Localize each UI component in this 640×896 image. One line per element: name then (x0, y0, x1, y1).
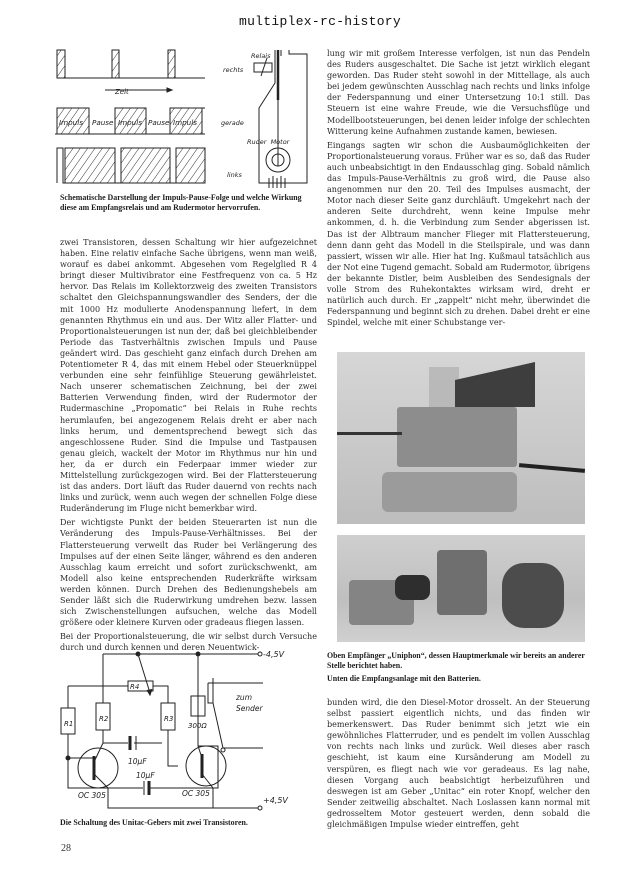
svg-text:Relais: Relais (251, 52, 271, 60)
svg-text:R4: R4 (130, 683, 140, 691)
svg-text:OC 305: OC 305 (182, 789, 210, 798)
paragraph: Eingangs sagten wir schon die Ausbaumöglichkeiten der Proportionalsteuerung voraus. Früher war es so, daß das Ruder auch unbeabsichtigt in den Endausschlag ging. Sobald nämlich das Impuls-Pause-Verhältnis zu groß wird, die Pause also angenommen nur den 20. Teil des Impulses ausmacht, der Motor nach dieser Seite ganz durchläuft. Umgekehrt nach der anderen Seite durchdreht, wenn keine Impulse mehr ankommen, d. h. die Verbindung zum Sender abgerissen ist. Das ist der Albtraum mancher Flieger mit Flattersteuerung, denn dann geht das Modell in die Steilspirale, und was dann passiert, wissen wir alle. Hier hat Ing. Kußmaul tatsächlich aus der Not eine Tugend gemacht. Sobald am Rudermotor, übrigens der bekannte Distler, beim Ausbleiben des Sendesignals der volle Strom des Ruhekontaktes wirksam wird, dreht er natürlich auch durch. Er „zappelt“ nicht mehr, überwindet die Federspannung und beginnt sich zu drehen. Dabei dreht er eine Spindel, welche mit einer Schubstange ver- (327, 140, 590, 328)
svg-text:10µF: 10µF (136, 771, 155, 780)
svg-text:R2: R2 (99, 715, 109, 723)
svg-text:Impuls: Impuls (59, 118, 83, 127)
figure-caption-circuit: Die Schaltung des Unitac-Gebers mit zwei Transistoren. (60, 818, 248, 827)
right-text-column-bottom (327, 697, 590, 833)
svg-text:10µF: 10µF (128, 757, 147, 766)
svg-text:gerade: gerade (221, 119, 244, 127)
svg-text:300Ω: 300Ω (188, 722, 207, 730)
svg-text:rechts: rechts (223, 66, 244, 74)
svg-text:Impuls: Impuls (118, 118, 142, 127)
right-text-column-top (327, 48, 590, 331)
photo-receiver-with-batteries (337, 535, 585, 642)
svg-text:zum: zum (236, 693, 252, 702)
left-text-column (60, 237, 317, 656)
svg-text:Sender: Sender (236, 704, 263, 713)
paragraph: bunden wird, die den Diesel-Motor drosselt. An der Steuerung selbst passiert eigentlich nichts, und das finden wir bemerkenswert. Das Ruder benimmt sich jetzt wie ein gewöhnliches Flatterruder, und es pendelt im vollen Ausschlag von rechts nach links und zurück. Weil dieses aber rasch geschieht, ist kaum eine Kursänderung am Modell zu verspüren, es fliegt nach wie vor geradeaus. Es lag nahe, diesen Vorgang auch beabsichtigt herbeizuführen und deswegen ist am Geber „Unitac“ ein roter Knopf, welcher den Sender zeitweilig abschaltet. Nach Loslassen kann normal mit gedrosseltem Motor gesteuert werden, denn sobald die gleichmäßigen Impulse wieder eintreffen, geht (327, 698, 590, 830)
paragraph: lung wir mit großem Interesse verfolgen, ist nun das Pendeln des Ruders ausgeschaltet. Die Sache ist jetzt wirklich elegant geworden. Das Ruder steht sowohl in der Mittellage, als auch bei jedem gewünschten Ausschlag nach rechts und links infolge der Federspannung und einer Untersetzung 10:1 still. Das Steuern ist eine wahre Freude, wie die Versuchsflüge und Modellbootsteuerungen, bei denen leider infolge der schlechten Witterung keine Aufnahmen zustande kamen, bewiesen. (327, 49, 590, 136)
svg-text:Ruder Motor: Ruder Motor (247, 138, 290, 146)
svg-text:R1: R1 (64, 720, 74, 728)
svg-text:Impuls: Impuls (173, 118, 197, 127)
svg-text:+4,5V: +4,5V (263, 796, 288, 805)
svg-text:-4,5V: -4,5V (263, 650, 285, 659)
svg-text:Pause: Pause (92, 118, 114, 127)
photo-uniphon-receiver (337, 352, 585, 524)
figure-caption-pulse: Schematische Darstellung der Impuls-Pause-Folge und welche Wirkung diese am Empfangsrelais und am Rudermotor hervorrufen. (60, 193, 302, 213)
unitac-circuit-diagram (58, 648, 318, 818)
svg-text:R3: R3 (164, 715, 174, 723)
svg-text:links: links (227, 171, 242, 179)
watermark-title: multiplex-rc-history (238, 14, 402, 29)
paragraph: Der wichtigste Punkt der beiden Steuerarten ist nun die Veränderung des Impuls-Pause-Verhältnisses. Bei der Flattersteuerung verweilt das Ruder bei Verlängerung des Impulses auf der einen Seite länger, während es den anderen Ausschlag kaum erreicht und sofort zurückschwenkt, am Modell also keine entsprechenden Ruderkräfte wirksam werden können. Durch Drehen des Bedienungshebels am Sender läßt sich die Ruderwirkung umdrehen bezw. lassen sich Zwischenstellungen aufsuchen, welche das Modell größere oder kleinere Kurven oder gradeaus fliegen lassen. (60, 518, 317, 628)
paragraph: zwei Transistoren, dessen Schaltung wir hier aufgezeichnet haben. Eine relativ einfache Sache übrigens, wenn man weiß, worauf es dabei ankommt. Abgesehen vom Regelglied R 4 bringt dieser Multivibrator eine Festfrequenz von ca. 5 Hz hervor. Das Relais im Kollektorzweig des zweiten Transistors schaltet den Gleichspannungswandler des Senders, der die mit 1000 Hz modulierte Anodenspannung liefert, in dem genannten Rhythmus ein und aus. Der Witz aller Flatter- und Proportionalsteuerungen ist nun der, daß bei gleichbleibender Periode das Tastverhältnis zwischen Impuls und Pause geändert wird. Das geschieht ganz einfach durch Drehen am Potentiometer R 4, das mit einem Hebel oder Steuerknüppel verbunden eine sehr feinfühlige Steuerung gewährleistet. Nach unserer schematischen Zeichnung, bei der zwei Batterien Verwendung finden, wird der Rudermotor der Rudermaschine „Propomatic“ bei Relais in Ruhe rechts herumlaufen, bei angezogenem Relais dreht er aber nach links herum, und dementsprechend bewegt sich das angeschlossene Ruder. Sind die Impulse und Tastpausen genau gleich, wackelt der Motor im Rhythmus nur hin und her, da er durch ein Federpaar immer wieder zur Mittelstellung zurückgezogen wird. Bei der Flattersteuerung ist das anders. Dort läuft das Ruder dauernd von rechts nach links und zurück, wenn auch wegen der schnellen Folge diese Ruderänderung im Fluge nicht bemerkbar wird. (60, 238, 317, 514)
svg-text:OC 305: OC 305 (78, 791, 106, 800)
svg-text:Pause: Pause (148, 118, 170, 127)
label-zeit: Zeit (115, 88, 129, 96)
paragraph: Bei der Proportionalsteuerung, die wir selbst durch Versuche durch und durch kennen und deren Neuentwick- (60, 632, 317, 653)
page-number: 28 (61, 843, 71, 854)
pulse-pause-diagram (55, 48, 320, 188)
photo-caption: Oben Empfänger „Uniphon“, dessen Hauptmerkmale wir bereits an anderer Stelle berichtet haben. Unten die Empfangsanlage mit den Batterien. (327, 651, 585, 684)
